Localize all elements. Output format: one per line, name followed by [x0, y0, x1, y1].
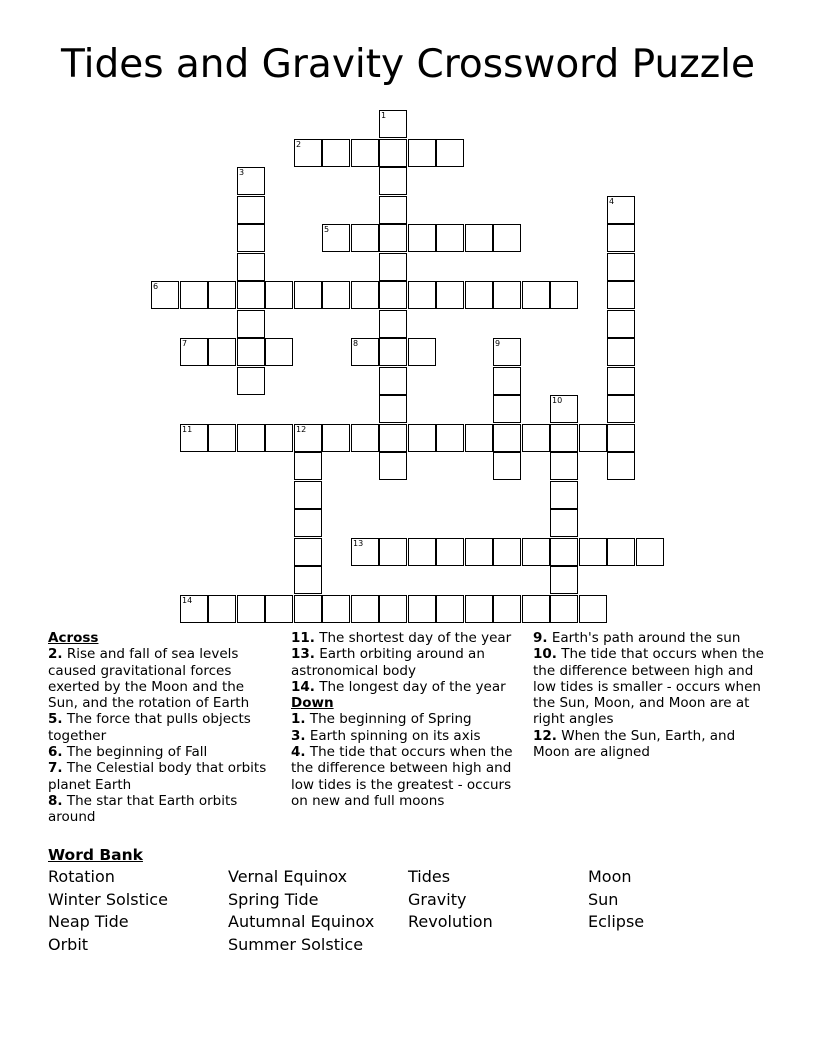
grid-cell[interactable] [465, 595, 493, 623]
clue-number: 6 [153, 282, 159, 291]
clue-number: 7 [182, 339, 188, 348]
grid-cell[interactable] [379, 310, 407, 338]
grid-cell[interactable] [379, 395, 407, 423]
grid-cell[interactable] [550, 595, 578, 623]
word-bank-heading: Word Bank [48, 846, 143, 864]
grid-cell[interactable] [322, 424, 350, 452]
grid-cell[interactable] [379, 338, 407, 366]
grid-cell[interactable] [265, 281, 293, 309]
grid-cell[interactable] [436, 595, 464, 623]
across-clue-2: 2. Rise and fall of sea levels caused gravitational forces exerted by the Moon and the Sun, and the rotation of Earth [48, 646, 250, 712]
grid-cell[interactable] [493, 224, 521, 252]
grid-cell[interactable] [436, 281, 464, 309]
word-bank-item: Moon [588, 867, 632, 886]
grid-cell[interactable] [550, 481, 578, 509]
grid-cell[interactable] [408, 224, 436, 252]
grid-cell[interactable] [208, 595, 236, 623]
grid-cell[interactable] [607, 538, 635, 566]
grid-cell[interactable] [294, 424, 322, 452]
grid-cell[interactable] [522, 538, 550, 566]
grid-cell[interactable] [436, 424, 464, 452]
grid-cell[interactable] [550, 281, 578, 309]
grid-cell[interactable] [237, 595, 265, 623]
word-bank-item: Sun [588, 889, 619, 909]
grid-cell[interactable] [237, 253, 265, 281]
grid-cell[interactable] [522, 281, 550, 309]
across-clue-6: 6. The beginning of Fall [48, 744, 208, 761]
grid-cell[interactable] [379, 595, 407, 623]
grid-cell[interactable] [351, 338, 379, 366]
clue-number: 8 [353, 339, 359, 348]
grid-cell[interactable] [607, 452, 635, 480]
grid-cell[interactable] [265, 338, 293, 366]
across-clue-5: 5. The force that pulls objects together [48, 711, 251, 744]
grid-cell[interactable] [322, 224, 350, 252]
grid-cell[interactable] [493, 452, 521, 480]
grid-cell[interactable] [379, 224, 407, 252]
clue-number: 9 [495, 339, 501, 348]
grid-cell[interactable] [607, 338, 635, 366]
grid-cell[interactable] [351, 424, 379, 452]
grid-cell[interactable] [607, 253, 635, 281]
grid-cell[interactable] [493, 338, 521, 366]
grid-cell[interactable] [180, 424, 208, 452]
word-bank [48, 844, 778, 966]
grid-cell[interactable] [379, 281, 407, 309]
grid-cell[interactable] [237, 367, 265, 395]
across-clue-7: 7. The Celestial body that orbits planet Earth [48, 760, 267, 793]
clue-number: 14 [182, 596, 193, 605]
grid-cell[interactable] [294, 281, 322, 309]
grid-cell[interactable] [237, 224, 265, 252]
grid-cell[interactable] [237, 281, 265, 309]
grid-cell[interactable] [579, 424, 607, 452]
grid-cell[interactable] [408, 595, 436, 623]
grid-cell[interactable] [465, 281, 493, 309]
grid-cell[interactable] [294, 481, 322, 509]
word-bank-item: Gravity [408, 889, 467, 909]
across-clue-14: 14. The longest day of the year [291, 678, 506, 695]
clue-column-1 [48, 630, 270, 826]
grid-cell[interactable] [607, 367, 635, 395]
grid-cell[interactable] [607, 281, 635, 309]
grid-cell[interactable] [550, 452, 578, 480]
grid-cell[interactable] [379, 253, 407, 281]
grid-cell[interactable] [607, 310, 635, 338]
grid-cell[interactable] [493, 395, 521, 423]
grid-cell[interactable] [550, 509, 578, 537]
grid-cell[interactable] [180, 595, 208, 623]
grid-cell[interactable] [351, 224, 379, 252]
grid-cell[interactable] [379, 139, 407, 167]
word-bank-item: Tides [408, 867, 451, 886]
clue-number: 10 [552, 396, 563, 405]
grid-cell[interactable] [579, 538, 607, 566]
grid-cell[interactable] [408, 281, 436, 309]
grid-cell[interactable] [294, 538, 322, 566]
grid-cell[interactable] [607, 196, 635, 224]
word-bank-item: Neap Tide [48, 912, 129, 931]
clue-number: 11 [182, 425, 193, 434]
grid-cell[interactable] [607, 395, 635, 423]
word-bank-item: Spring Tide [228, 889, 319, 909]
grid-cell[interactable] [493, 367, 521, 395]
grid-cell[interactable] [180, 338, 208, 366]
grid-cell[interactable] [322, 281, 350, 309]
grid-cell[interactable] [436, 224, 464, 252]
word-bank-item: Rotation [48, 867, 115, 886]
grid-cell[interactable] [607, 424, 635, 452]
grid-cell[interactable] [379, 424, 407, 452]
clue-number: 5 [324, 225, 330, 234]
grid-cell[interactable] [208, 424, 236, 452]
grid-cell[interactable] [351, 595, 379, 623]
grid-cell[interactable] [436, 538, 464, 566]
word-bank-item: Winter Solstice [48, 889, 168, 909]
grid-cell[interactable] [465, 538, 493, 566]
word-bank-item: Autumnal Equinox [228, 912, 375, 931]
down-clue-4: 4. The tide that occurs when the the difference between high and low tides is the greatest - occurs on new and full moons [291, 744, 513, 809]
grid-cell[interactable] [550, 395, 578, 423]
word-bank-list [48, 866, 778, 966]
grid-cell[interactable] [465, 224, 493, 252]
word-bank-item: Orbit [48, 934, 89, 954]
grid-cell[interactable] [351, 139, 379, 167]
grid-cell[interactable] [294, 509, 322, 537]
grid-cell[interactable] [237, 167, 265, 195]
grid-cell[interactable] [493, 424, 521, 452]
grid-cell[interactable] [493, 595, 521, 623]
across-heading: Across [48, 630, 99, 646]
grid-cell[interactable] [636, 538, 664, 566]
word-bank-item: Summer Solstice [228, 934, 364, 954]
grid-cell[interactable] [208, 338, 236, 366]
grid-cell[interactable] [408, 139, 436, 167]
grid-cell[interactable] [379, 167, 407, 195]
grid-cell[interactable] [237, 424, 265, 452]
grid-cell[interactable] [493, 538, 521, 566]
grid-cell[interactable] [208, 281, 236, 309]
grid-cell[interactable] [237, 310, 265, 338]
grid-cell[interactable] [322, 139, 350, 167]
grid-cell[interactable] [294, 595, 322, 623]
down-clue-3: 3. Earth spinning on its axis [291, 727, 481, 744]
grid-cell[interactable] [294, 452, 322, 480]
grid-cell[interactable] [436, 139, 464, 167]
puzzle-title: Tides and Gravity Crossword Puzzle [60, 42, 756, 87]
clue-number: 3 [239, 168, 245, 177]
word-bank-item: Revolution [408, 912, 493, 931]
grid-cell[interactable] [408, 338, 436, 366]
grid-cell[interactable] [237, 196, 265, 224]
grid-cell[interactable] [550, 424, 578, 452]
grid-cell[interactable] [379, 110, 407, 138]
clue-column-3 [533, 630, 773, 760]
grid-cell[interactable] [351, 281, 379, 309]
across-clue-13: 13. Earth orbiting around an astronomical body [291, 646, 485, 679]
word-bank-item: Vernal Equinox [228, 867, 348, 886]
grid-cell[interactable] [408, 424, 436, 452]
grid-cell[interactable] [607, 224, 635, 252]
clue-column-2 [291, 630, 527, 809]
across-clue-8: 8. The star that Earth orbits around [48, 792, 238, 826]
grid-cell[interactable] [550, 566, 578, 594]
grid-cell[interactable] [379, 452, 407, 480]
down-heading: Down [291, 695, 334, 712]
grid-cell[interactable] [294, 139, 322, 167]
grid-cell[interactable] [265, 595, 293, 623]
grid-cell[interactable] [237, 338, 265, 366]
clue-number: 2 [296, 140, 302, 149]
grid-cell[interactable] [465, 424, 493, 452]
down-clue-10: 10. The tide that occurs when the the difference between high and low tides is smaller - occurs when the Sun, Moon, and Moon are at right angles [533, 646, 764, 728]
grid-cell[interactable] [322, 595, 350, 623]
grid-cell[interactable] [351, 538, 379, 566]
grid-cell[interactable] [294, 566, 322, 594]
grid-cell[interactable] [379, 196, 407, 224]
grid-cell[interactable] [493, 281, 521, 309]
grid-cell[interactable] [522, 595, 550, 623]
across-clue-11: 11. The shortest day of the year [291, 630, 512, 646]
grid-cell[interactable] [408, 538, 436, 566]
grid-cell[interactable] [379, 367, 407, 395]
grid-cell[interactable] [522, 424, 550, 452]
down-clue-12: 12. When the Sun, Earth, and Moon are aligned [533, 727, 736, 761]
clue-number: 13 [353, 539, 364, 548]
grid-cell[interactable] [180, 281, 208, 309]
grid-cell[interactable] [550, 538, 578, 566]
down-clue-9: 9. Earth's path around the sun [533, 630, 741, 646]
word-bank-item: Eclipse [588, 912, 645, 931]
grid-cell[interactable] [579, 595, 607, 623]
grid-cell[interactable] [265, 424, 293, 452]
clue-number: 1 [381, 111, 387, 120]
clue-number: 12 [296, 425, 307, 434]
down-clue-1: 1. The beginning of Spring [291, 711, 472, 728]
grid-cell[interactable] [379, 538, 407, 566]
clue-number: 4 [609, 197, 615, 206]
grid-cell[interactable] [151, 281, 179, 309]
